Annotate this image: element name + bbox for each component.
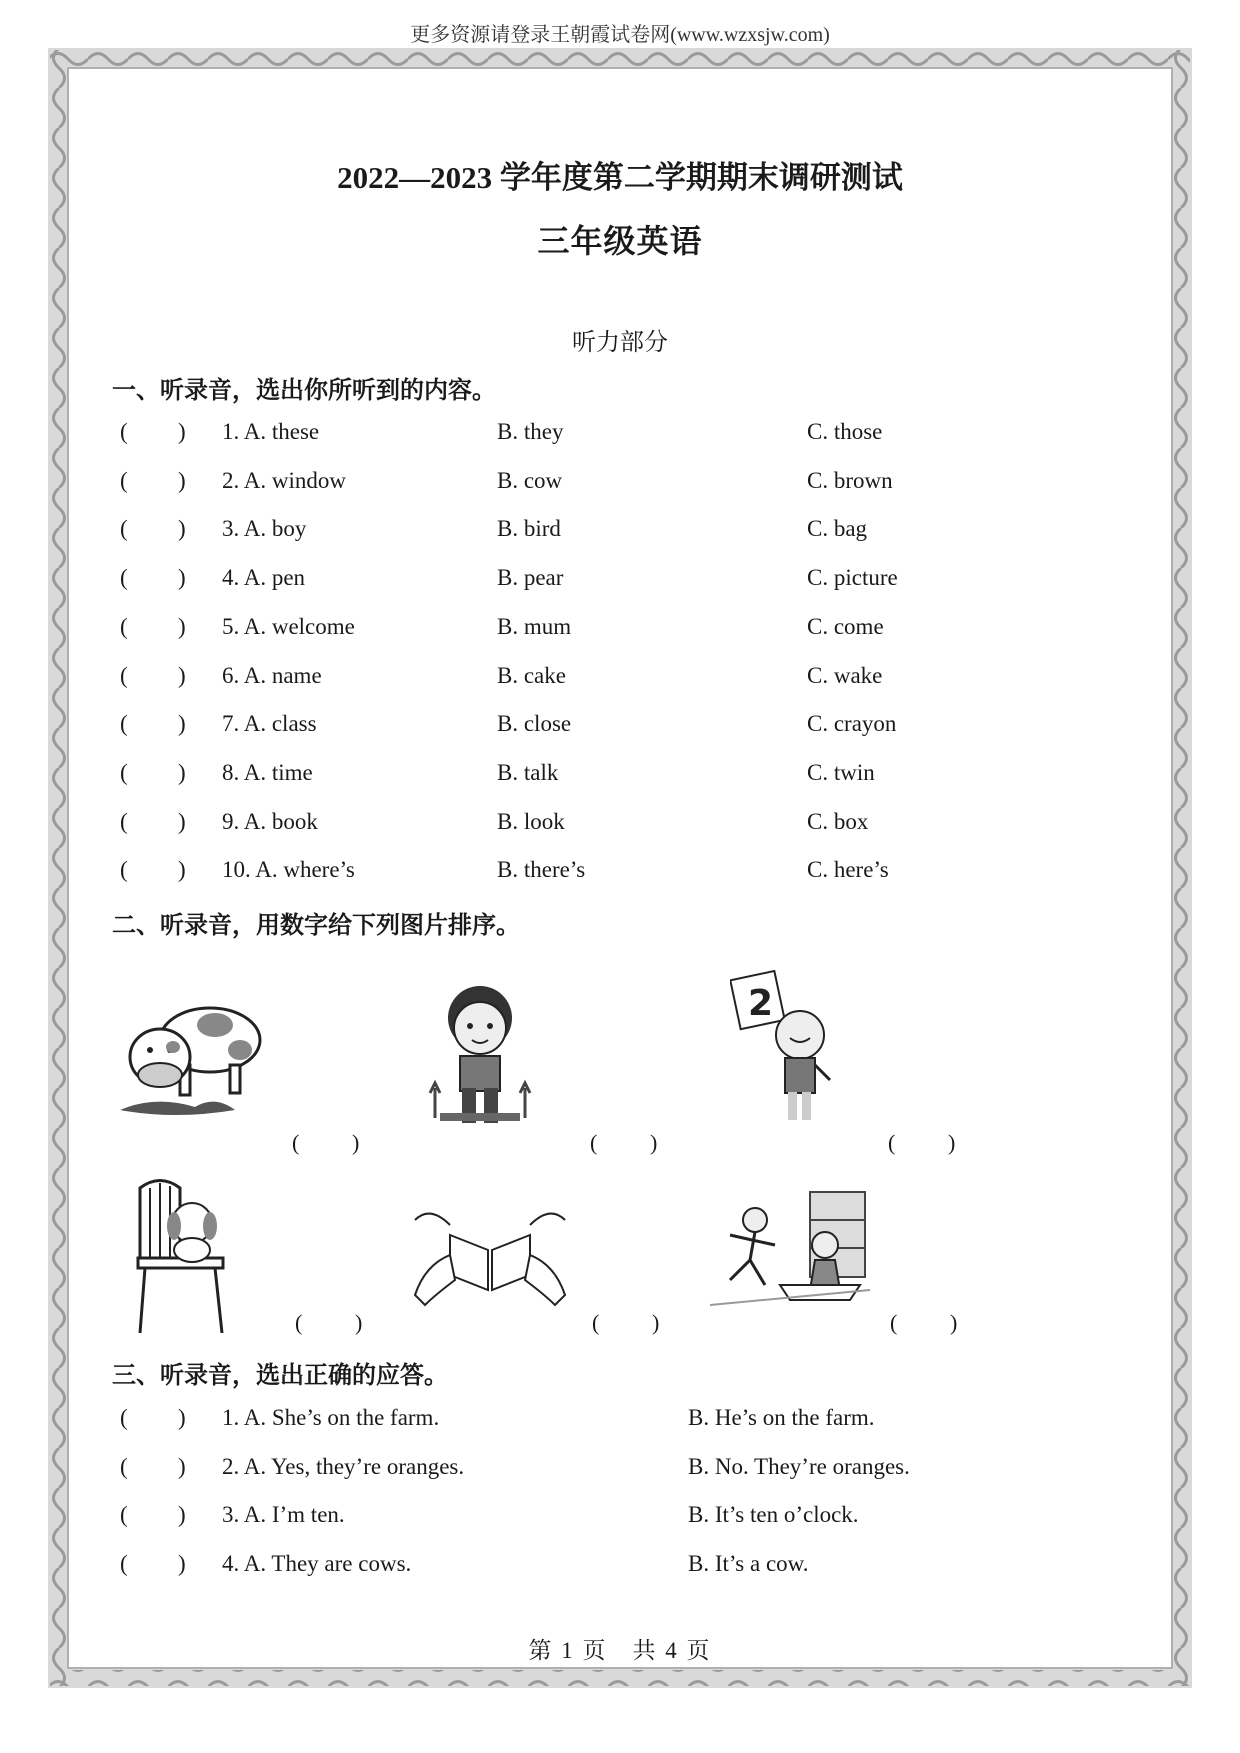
option-b: B. No. They’re oranges. <box>688 1453 910 1479</box>
answer-paren-open[interactable]: ( <box>120 419 128 444</box>
girl-with-card-picture <box>730 970 860 1130</box>
option-a: 3. A. I’m ten. <box>222 1502 345 1528</box>
question-row <box>120 760 1120 790</box>
answer-paren-open[interactable]: ( <box>120 1453 128 1479</box>
section1-heading: 一、听录音，选出你所听到的内容。 <box>112 378 496 404</box>
option-c: C. wake <box>807 662 883 688</box>
option-c: C. brown <box>807 467 893 493</box>
option-a: 8. A. time <box>222 759 313 785</box>
option-c: C. those <box>807 419 883 444</box>
answer-paren-open[interactable]: ( <box>120 613 128 639</box>
question-row <box>120 663 1120 693</box>
option-a: 2. A. Yes, they’re oranges. <box>222 1453 465 1479</box>
option-b: B. cake <box>497 662 566 688</box>
answer-paren-close[interactable]: ) <box>178 857 186 883</box>
question-row <box>120 711 1120 741</box>
response-row <box>120 1502 1120 1532</box>
option-a: 7. A. class <box>222 711 317 737</box>
option-b: B. talk <box>497 759 559 785</box>
option-b: B. mum <box>497 613 572 639</box>
option-a: 2. A. window <box>222 467 346 493</box>
section2-heading: 二、听录音，用数字给下列图片排序。 <box>112 913 520 939</box>
answer-paren-open[interactable]: ( <box>120 857 128 883</box>
option-c: C. bag <box>807 516 868 542</box>
option-a: 4. A. pen <box>222 565 306 591</box>
answer-paren-close[interactable]: ) <box>178 662 186 688</box>
page-footer: 第 1 页 共 4 页 <box>528 1638 712 1663</box>
option-a: 1. A. She’s on the farm. <box>222 1405 440 1430</box>
option-b: B. It’s a cow. <box>688 1551 809 1577</box>
option-a: 1. A. these <box>222 419 320 444</box>
response-row <box>120 1454 1120 1484</box>
question-row <box>120 516 1120 546</box>
answer-paren-open[interactable]: ( <box>120 467 128 493</box>
option-b: B. cow <box>497 467 563 493</box>
option-c: C. twin <box>807 759 875 785</box>
answer-paren-close[interactable]: ) <box>178 419 186 444</box>
header-note: 更多资源请登录王朝霞试卷网(www.wzxsjw.com) <box>410 24 830 46</box>
answer-paren-open[interactable]: ( <box>120 1405 128 1430</box>
question-row <box>120 419 1120 449</box>
exam-subtitle: 三年级英语 <box>537 223 703 259</box>
option-c: C. box <box>807 808 869 834</box>
question-row <box>120 565 1120 595</box>
answer-paren-close[interactable]: ) <box>178 808 186 834</box>
boy-running-picture <box>710 1190 870 1310</box>
question-row <box>120 857 1120 887</box>
question-row <box>120 614 1120 644</box>
question-row <box>120 809 1120 839</box>
dog-on-chair-picture <box>130 1178 240 1338</box>
response-row <box>120 1551 1120 1581</box>
option-b: B. He’s on the farm. <box>688 1405 875 1430</box>
option-a: 9. A. book <box>222 808 318 834</box>
answer-paren-open[interactable]: ( <box>120 1502 128 1528</box>
option-a: 5. A. welcome <box>222 613 355 639</box>
answer-paren-close[interactable]: ) <box>178 711 186 737</box>
option-a: 4. A. They are cows. <box>222 1551 412 1577</box>
option-a: 6. A. name <box>222 662 322 688</box>
answer-paren-open[interactable]: ( <box>120 711 128 737</box>
option-b: B. look <box>497 808 565 834</box>
answer-paren-open[interactable]: ( <box>120 662 128 688</box>
answer-paren-open[interactable]: ( <box>120 516 128 542</box>
answer-paren-close[interactable]: ) <box>178 1453 186 1479</box>
option-b: B. pear <box>497 565 564 591</box>
part-label: 听力部分 <box>572 330 668 356</box>
response-row <box>120 1405 1120 1435</box>
option-b: B. It’s ten o’clock. <box>688 1502 859 1528</box>
answer-paren-close[interactable]: ) <box>178 613 186 639</box>
answer-paren-close[interactable]: ) <box>178 759 186 785</box>
option-b: B. bird <box>497 516 561 542</box>
option-b: B. they <box>497 419 564 444</box>
option-c: C. picture <box>807 565 898 591</box>
option-a: 10. A. where’s <box>222 857 355 883</box>
answer-paren-close[interactable]: ) <box>178 1502 186 1528</box>
answer-paren-close[interactable]: ) <box>178 516 186 542</box>
answer-paren-close[interactable]: ) <box>178 1405 186 1430</box>
option-c: C. come <box>807 613 884 639</box>
svg-text:2: 2 <box>748 983 774 1024</box>
exam-page: 2022—2023 学年度第二学期期末调研测试 三年级英语 听力部分 一、听录音，选出你所听到的内容。 ( ) 1. A. these B. they C. those ( ) 2. A. window B. cow C. brown ( ) 3. A. boy B. bird C. bag ( ) 4. A. pen B. pear C. picture ( ) 5. A. welcome B. mum C. come ( ) 6. A. name B. cake C. wake ( ) 7. A. class B. close C. crayon ( ) 8. A. time B. talk C. twin ( ) 9. A. book B. look C. box ( ) 10. A. where’s B. there’s C. here’s 二、听录音，用数字给下列图片排序。 ( ) ( ) 2 ( ) ( ) ( ) ( ) 三、听录音，选出正确的应答。 ( ) 1. A. She’s on the farm. B. He’s on the farm. ( ) 2. A. Yes, they’re oranges. B. No. They’re oranges. ( ) 3. A. I’m ten. B. It’s ten o’clock. ( ) 4. A. They are cows. B. It’s a cow. <box>70 70 1170 1680</box>
answer-paren-open[interactable]: ( <box>120 1551 128 1577</box>
option-c: C. here’s <box>807 857 889 883</box>
boy-standing-picture <box>420 978 540 1138</box>
answer-paren-close[interactable]: ) <box>178 467 186 493</box>
question-row <box>120 468 1120 498</box>
option-b: B. there’s <box>497 857 586 883</box>
cow-picture <box>115 995 265 1125</box>
option-a: 3. A. boy <box>222 516 307 542</box>
answer-paren-open[interactable]: ( <box>120 759 128 785</box>
answer-paren-close[interactable]: ) <box>178 565 186 591</box>
answer-paren-close[interactable]: ) <box>178 1551 186 1577</box>
exam-title: 2022—2023 学年度第二学期期末调研测试 <box>337 160 903 195</box>
answer-paren-open[interactable]: ( <box>120 565 128 591</box>
answer-paren-open[interactable]: ( <box>120 808 128 834</box>
option-c: C. crayon <box>807 711 897 737</box>
option-b: B. close <box>497 711 572 737</box>
hands-opening-book-picture <box>410 1195 570 1315</box>
section3-heading: 三、听录音，选出正确的应答。 <box>112 1363 448 1389</box>
